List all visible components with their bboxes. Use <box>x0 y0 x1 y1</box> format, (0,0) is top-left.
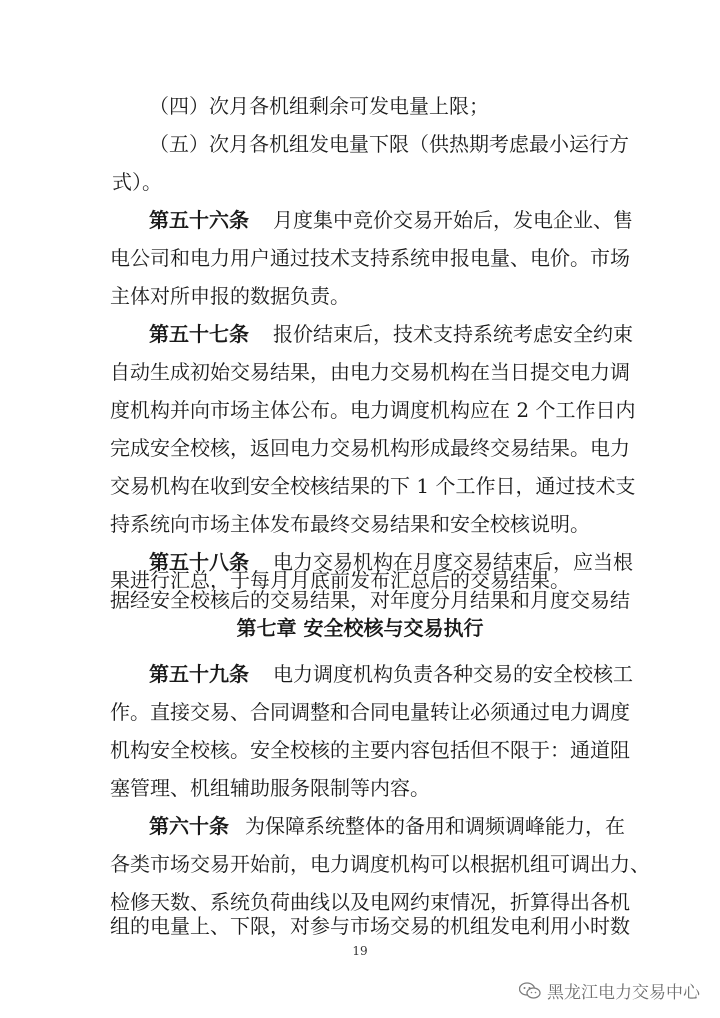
article-60-line-3: 检修天数、系统负荷曲线以及电网约束情况，折算得出各机 <box>110 890 630 914</box>
article-60-line-4: 组的电量上、下限，对参与市场交易的机组发电利用小时数 <box>110 914 630 938</box>
article-56-line-2: 电公司和电力用户通过技术支持系统申报电量、电价。市场 <box>110 246 630 270</box>
article-59-line-4: 塞管理、机组辅助服务限制等内容。 <box>110 776 430 800</box>
article-58-text: 电力交易机构在月度交易结束后，应当根 <box>273 550 633 574</box>
article-56-line-1 <box>149 206 633 234</box>
article-57-line-4: 完成安全校核，返回电力交易机构形成最终交易结果。电力 <box>110 436 630 460</box>
article-60-line-1 <box>149 812 625 840</box>
article-60-title: 第六十条 <box>149 814 229 838</box>
article-57-line-6: 持系统向市场主体发布最终交易结果和安全校核说明。 <box>110 512 590 536</box>
article-58-title: 第五十八条 <box>149 550 249 574</box>
article-57-text: 报价结束后，技术支持系统考虑安全约束 <box>273 322 633 346</box>
list-item-5: （五）次月各机组发电量下限（供热期考虑最小运行方 <box>149 132 629 156</box>
article-58-line-3-visible: 果进行汇总，于每月月底前发布汇总后的交易结果。 <box>110 568 570 592</box>
wechat-icon <box>519 982 541 1000</box>
chapter-heading: 第七章 安全校核与交易执行 <box>236 616 484 640</box>
article-57-line-2: 自动生成初始交易结果，由电力交易机构在当日提交电力调 <box>110 360 630 384</box>
article-57-line-1 <box>149 320 633 348</box>
article-58-line-2: 据经安全校核后的交易结果，对年度分月结果和月度交易结 <box>110 588 630 612</box>
article-60-line-2: 各类市场交易开始前，电力调度机构可以根据机组可调出力、 <box>110 852 650 876</box>
article-57-line-5: 交易机构在收到安全校核结果的下 1 个工作日，通过技术支 <box>110 474 636 498</box>
list-item-5-cont: 式）。 <box>112 170 162 194</box>
article-59-line-2: 作。直接交易、合同调整和合同电量转让必须通过电力调度 <box>110 700 630 724</box>
watermark-text: 黑龙江电力交易中心 <box>547 983 700 1003</box>
article-57-line-3: 度机构并向市场主体公布。电力调度机构应在 2 个工作日内 <box>110 398 636 422</box>
article-59-line-3: 机构安全校核。安全校核的主要内容包括但不限于：通道阻 <box>110 738 630 762</box>
article-56-title: 第五十六条 <box>149 208 249 232</box>
article-56-text: 月度集中竞价交易开始后，发电企业、售 <box>273 208 633 232</box>
article-59-text: 电力调度机构负责各种交易的安全校核工 <box>273 662 633 686</box>
list-item-4: （四）次月各机组剩余可发电量上限； <box>149 94 489 118</box>
article-60-text: 为保障系统整体的备用和调频调峰能力，在 <box>245 814 625 838</box>
article-59-title: 第五十九条 <box>149 662 249 686</box>
page-number: 19 <box>352 944 368 958</box>
article-57-title: 第五十七条 <box>149 322 249 346</box>
watermark <box>519 978 700 1003</box>
article-56-line-3: 主体对所申报的数据负责。 <box>110 284 350 308</box>
article-59-line-1 <box>149 660 633 688</box>
